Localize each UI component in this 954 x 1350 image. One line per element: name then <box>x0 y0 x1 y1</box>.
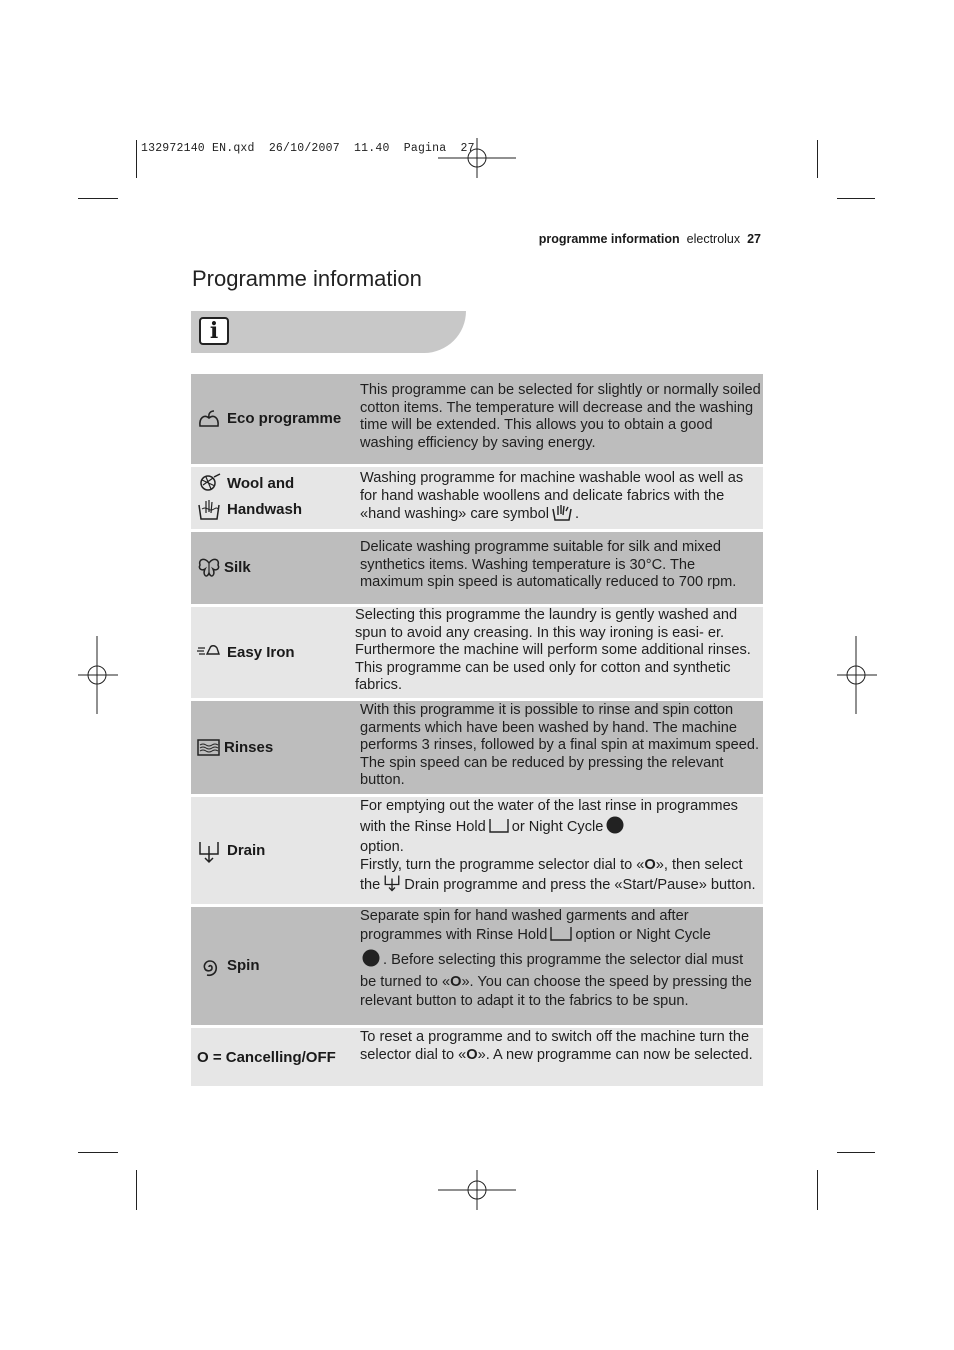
label-handwash: Handwash <box>227 500 303 518</box>
row-label <box>191 1028 361 1086</box>
label-rinses: Rinses <box>224 738 274 756</box>
row-label <box>191 607 353 698</box>
row-label <box>191 374 353 464</box>
running-header <box>539 232 761 246</box>
spin-icon <box>197 955 221 977</box>
description-eco: This programme can be selected for slightly or normally soiled cotton items. The temperature will decrease and the washing time will be extended. This allows you to obtain a good washing efficiency by saving energy. <box>360 382 761 451</box>
eco-icon <box>197 408 221 430</box>
table-row-wool <box>191 467 763 529</box>
description-easy-iron: Selecting this programme the laundry is gently washed and spun to avoid any creasing. In this way ironing is easi- er. Furthermore the machine will perform some additional rinses. This programme can be used only for cotton and synthetic fabrics. <box>355 607 751 694</box>
description-cancel: To reset a programme and to switch off the machine turn the selector dial to «O». A new programme can now be selected. <box>360 1029 753 1063</box>
label-eco: Eco programme <box>227 409 342 427</box>
night-cycle-icon <box>606 816 624 840</box>
label-drain: Drain <box>227 841 266 859</box>
table-row-eco <box>191 374 763 464</box>
registration-mark-right <box>837 636 877 714</box>
rinse-hold-icon <box>550 926 572 948</box>
registration-mark-left <box>78 636 118 714</box>
header-brand: electrolux <box>686 232 741 246</box>
table-row-drain <box>191 797 763 904</box>
page-number: 27 <box>747 232 761 246</box>
info-icon: i <box>199 317 229 345</box>
table-row-easy-iron <box>191 607 763 698</box>
silk-icon <box>197 557 221 579</box>
row-label <box>191 797 353 904</box>
label-cancel: O = Cancelling/OFF <box>197 1048 336 1066</box>
page-title: Programme information <box>192 266 422 291</box>
rinses-icon <box>197 737 221 759</box>
row-label <box>191 907 353 1025</box>
description-spin: Separate spin for hand washed garments and after programmes with Rinse Hold option or Night Cycle . Before selecting this programme the selector dial must be turned to «O». You can choose the speed by pressing the relevant button to adapt it to the fabrics to be spun. <box>360 908 752 1010</box>
row-label <box>191 532 353 604</box>
table-row-rinses <box>191 701 763 794</box>
label-wool: Wool and <box>227 474 295 492</box>
table-row-silk <box>191 532 763 604</box>
description-wool: Washing programme for machine washable wool as well as for hand washable woollens and delicate fabrics with the «hand washing» care symbol . <box>360 470 761 527</box>
description-drain: For emptying out the water of the last rinse in programmes with the Rinse Hold or Night Cycle option. Firstly, turn the programme selector dial to «O», then select the Drain programme and press the «Start/Pause» button. <box>360 798 761 898</box>
row-label <box>191 701 353 794</box>
handwash-icon <box>197 499 221 521</box>
description-silk: Delicate washing programme suitable for silk and mixed synthetics items. Washing temperature is 30°C. The maximum spin speed is automatically reduced to 700 rpm. <box>360 539 737 591</box>
night-cycle-icon <box>362 949 380 973</box>
description-rinses: With this programme it is possible to rinse and spin cotton garments which have been washed by hand. The machine performs 3 rinses, followed by a final spin at maximum speed. The spin speed can be reduced by pressing the relevant button. <box>360 702 760 789</box>
drain-inline-icon <box>383 874 401 898</box>
label-silk: Silk <box>224 558 251 576</box>
hand-washing-care-icon <box>552 505 572 527</box>
table-row-spin <box>191 907 763 1025</box>
table-row-cancel <box>191 1028 763 1086</box>
info-banner <box>191 311 466 353</box>
label-spin: Spin <box>227 956 260 974</box>
rinse-hold-icon <box>489 818 509 840</box>
label-easy-iron: Easy Iron <box>227 643 295 661</box>
header-section: programme information <box>538 232 680 246</box>
print-slug: 132972140 EN.qxd 26/10/2007 11.40 Pagina 27 <box>141 142 475 155</box>
wool-icon <box>197 473 221 495</box>
row-label <box>191 467 353 529</box>
drain-icon <box>197 840 221 862</box>
registration-mark-bottom <box>438 1170 516 1210</box>
easy-iron-icon <box>197 642 221 664</box>
